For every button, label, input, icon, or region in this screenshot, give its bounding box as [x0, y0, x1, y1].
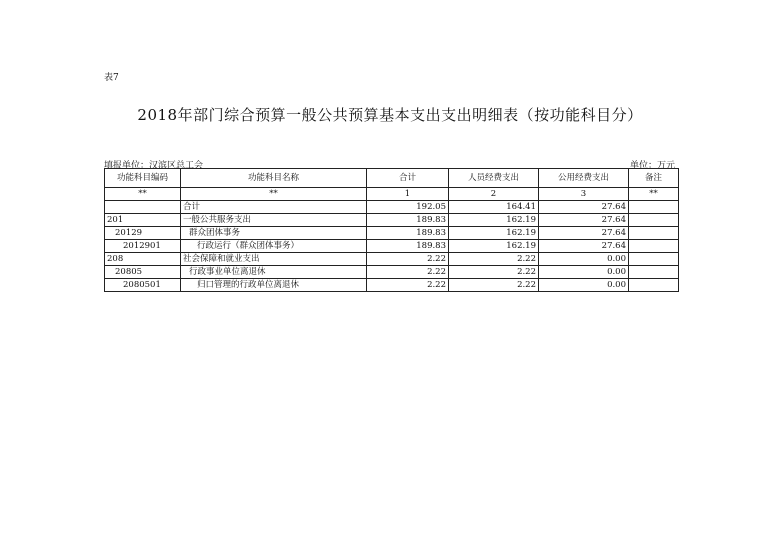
public-cell: 0.00: [539, 266, 629, 279]
personnel-cell: 162.19: [449, 214, 539, 227]
note-cell: [629, 227, 679, 240]
note-cell: [629, 214, 679, 227]
page-title: 2018年部门综合预算一般公共预算基本支出支出明细表（按功能科目分）: [137, 106, 643, 124]
personnel-cell: 162.19: [449, 227, 539, 240]
marker-cell: **: [629, 188, 679, 201]
table-row: [105, 253, 679, 266]
personnel-cell: 2.22: [449, 266, 539, 279]
marker-row: [105, 188, 679, 201]
table-row: [105, 214, 679, 227]
budget-table: [104, 168, 679, 292]
header-public: 公用经费支出: [539, 169, 629, 188]
personnel-cell: 2.22: [449, 253, 539, 266]
header-personnel: 人员经费支出: [449, 169, 539, 188]
note-cell: [629, 279, 679, 292]
code-cell: 20805: [105, 266, 181, 279]
name-cell: 一般公共服务支出: [181, 214, 367, 227]
table-row: [105, 279, 679, 292]
marker-cell: **: [181, 188, 367, 201]
table-row: [105, 227, 679, 240]
header-name: 功能科目名称: [181, 169, 367, 188]
total-cell: 189.83: [367, 227, 449, 240]
public-cell: 0.00: [539, 253, 629, 266]
total-cell: 2.22: [367, 279, 449, 292]
code-cell: 201: [105, 214, 181, 227]
note-cell: [629, 253, 679, 266]
note-cell: [629, 240, 679, 253]
table-header-row: [105, 169, 679, 188]
header-total: 合计: [367, 169, 449, 188]
note-cell: [629, 201, 679, 214]
name-cell: 行政运行（群众团体事务）: [181, 240, 367, 253]
code-cell: 2080501: [105, 279, 181, 292]
total-cell: 192.05: [367, 201, 449, 214]
total-cell: 2.22: [367, 266, 449, 279]
total-cell: 2.22: [367, 253, 449, 266]
total-cell: 189.83: [367, 240, 449, 253]
name-cell: 行政事业单位离退休: [181, 266, 367, 279]
public-cell: 27.64: [539, 240, 629, 253]
code-cell: 208: [105, 253, 181, 266]
total-cell: 189.83: [367, 214, 449, 227]
code-cell: 20129: [105, 227, 181, 240]
marker-cell: **: [105, 188, 181, 201]
name-cell: 合计: [181, 201, 367, 214]
table-row: [105, 240, 679, 253]
note-cell: [629, 266, 679, 279]
name-cell: 群众团体事务: [181, 227, 367, 240]
public-cell: 27.64: [539, 201, 629, 214]
table-row: [105, 201, 679, 214]
code-cell: 2012901: [105, 240, 181, 253]
header-note: 备注: [629, 169, 679, 188]
code-cell: [105, 201, 181, 214]
personnel-cell: 2.22: [449, 279, 539, 292]
money-unit-label: 单位：万元: [630, 161, 676, 171]
fill-unit-label: 填报单位：汉滨区总工会: [104, 161, 204, 171]
public-cell: 27.64: [539, 214, 629, 227]
table-row: [105, 266, 679, 279]
name-cell: 社会保障和就业支出: [181, 253, 367, 266]
sheet-label: 表7: [104, 73, 119, 83]
personnel-cell: 164.41: [449, 201, 539, 214]
marker-cell: 2: [449, 188, 539, 201]
marker-cell: 1: [367, 188, 449, 201]
marker-cell: 3: [539, 188, 629, 201]
personnel-cell: 162.19: [449, 240, 539, 253]
public-cell: 0.00: [539, 279, 629, 292]
header-code: 功能科目编码: [105, 169, 181, 188]
public-cell: 27.64: [539, 227, 629, 240]
name-cell: 归口管理的行政单位离退休: [181, 279, 367, 292]
